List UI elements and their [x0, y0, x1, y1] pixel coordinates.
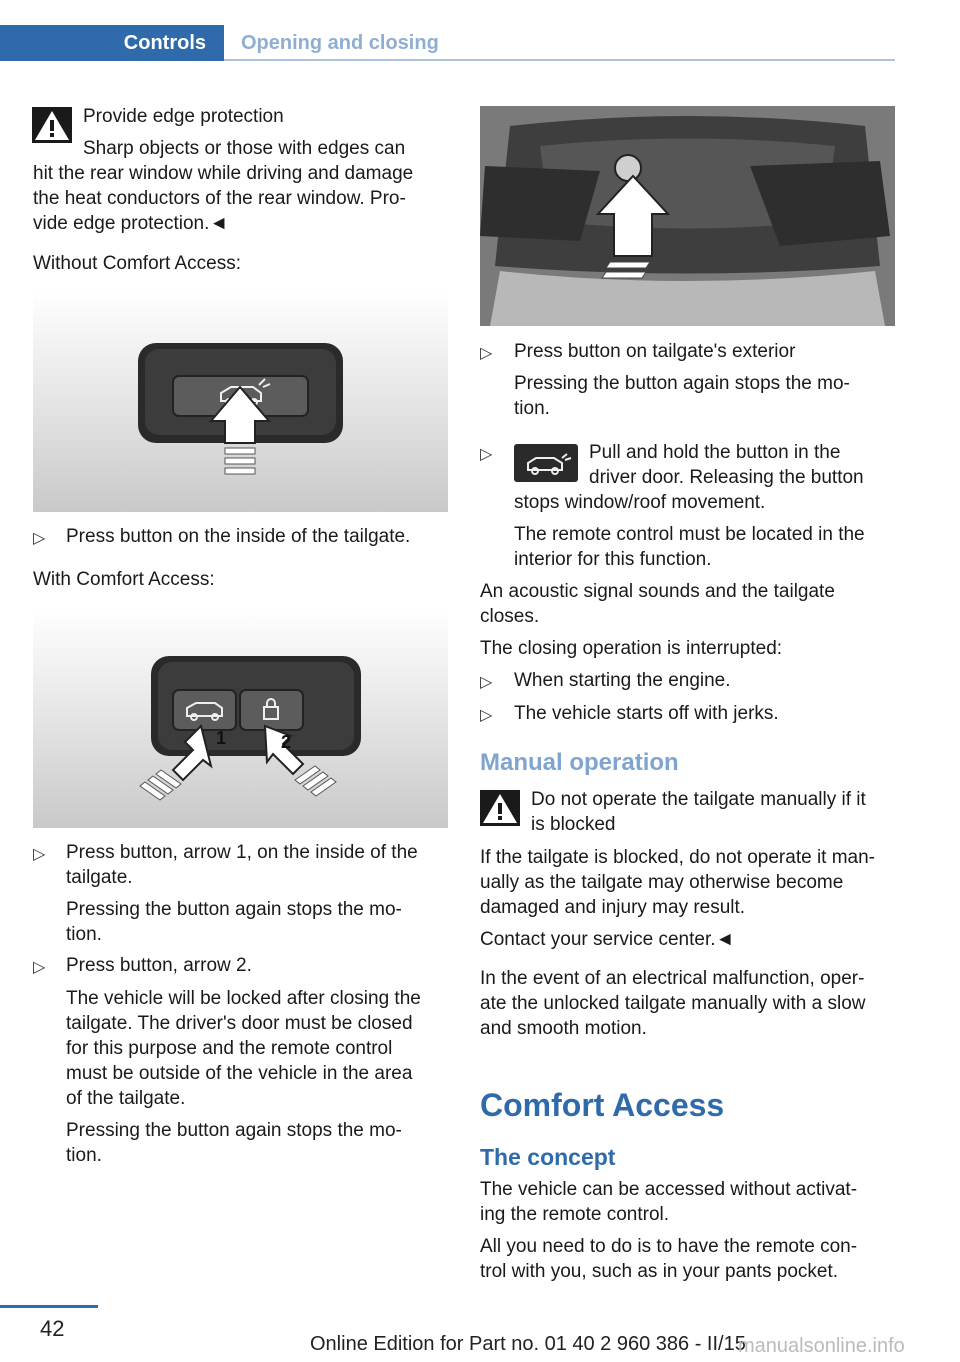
subsection-tab: Opening and closing: [241, 32, 439, 54]
concept-text: All you need to do is to have the remote con-: [480, 1236, 858, 1257]
bullet-subtext: tion.: [66, 924, 102, 945]
section-tab: Controls: [0, 25, 224, 61]
edition-text: Online Edition for Part no. 01 40 2 960 386 - II/15: [310, 1333, 746, 1355]
manual-warning-title: Do not operate the tailgate manually if it: [531, 789, 866, 810]
manual-operation-heading: Manual operation: [480, 749, 679, 776]
bullet-text: When starting the engine.: [514, 670, 731, 691]
concept-text: The vehicle can be accessed without activat-: [480, 1179, 858, 1200]
triangle-bullet-icon: ▷: [480, 345, 493, 362]
bullet-text: Press button on tailgate's exterior: [514, 341, 796, 362]
malfunction-text: ate the unlocked tailgate manually with a slow: [480, 993, 866, 1014]
bullet-subtext: tion.: [514, 398, 550, 419]
warning-body-line: hit the rear window while driving and damage: [33, 163, 414, 184]
warning-title: Provide edge protection: [83, 106, 284, 127]
bullet-subtext: Pressing the button again stops the mo-: [66, 899, 402, 920]
triangle-bullet-icon: ▷: [480, 446, 493, 463]
warning-body-line: vide edge protection.◄: [33, 213, 229, 234]
bullet-subtext: interior for this function.: [514, 549, 712, 570]
bullet-text: Pull and hold the button in the: [589, 442, 841, 463]
arrow-label-2: 2: [281, 732, 292, 752]
bullet-text: tailgate.: [66, 867, 133, 888]
tailgate-button-figure: [33, 291, 448, 512]
concept-heading: The concept: [480, 1144, 616, 1170]
concept-text: ing the remote control.: [480, 1204, 670, 1225]
concept-text: trol with you, such as in your pants pocket.: [480, 1261, 839, 1282]
page-number: 42: [40, 1316, 65, 1341]
manual-warning-body: ually as the tailgate may otherwise become: [480, 872, 844, 893]
bullet-text: Press button, arrow 1, on the inside of the: [66, 842, 418, 863]
arrow-label-1: 1: [216, 728, 227, 748]
warning-triangle-icon: [480, 790, 520, 826]
triangle-bullet-icon: ▷: [33, 530, 46, 547]
header-rule: [224, 59, 895, 61]
manual-warning-body: damaged and injury may result.: [480, 897, 746, 918]
contact-text: Contact your service center.◄: [480, 929, 735, 950]
bullet-subtext: for this purpose and the remote control: [66, 1038, 393, 1059]
bullet-text: driver door. Releasing the button: [589, 467, 864, 488]
with-comfort-label: With Comfort Access:: [33, 569, 215, 590]
tailgate-exterior-figure: [480, 106, 895, 326]
warning-body-line: the heat conductors of the rear window. Pro-: [33, 188, 406, 209]
watermark: manualsonline.info: [738, 1335, 905, 1357]
page-header: [0, 25, 960, 63]
bullet-text: Press button, arrow 2.: [66, 955, 252, 976]
bullet-subtext: of the tailgate.: [66, 1088, 186, 1109]
bullet-subtext: Pressing the button again stops the mo-: [66, 1120, 402, 1141]
malfunction-text: In the event of an electrical malfunction, oper-: [480, 968, 865, 989]
manual-warning-body: If the tailgate is blocked, do not operate it man-: [480, 847, 876, 868]
comfort-buttons-figure: [33, 608, 448, 828]
malfunction-text: and smooth motion.: [480, 1018, 647, 1039]
triangle-bullet-icon: ▷: [33, 846, 46, 863]
warning-triangle-icon: [32, 107, 72, 143]
without-comfort-label: Without Comfort Access:: [33, 253, 242, 274]
acoustic-text: closes.: [480, 606, 540, 627]
interrupted-text: The closing operation is interrupted:: [480, 638, 783, 659]
bullet-subtext: Pressing the button again stops the mo-: [514, 373, 850, 394]
bullet-subtext: The vehicle will be locked after closing the: [66, 988, 421, 1009]
manual-warning-title: is blocked: [531, 814, 616, 835]
bullet-subtext: tion.: [66, 1145, 102, 1166]
bullet-subtext: must be outside of the vehicle in the area: [66, 1063, 413, 1084]
bullet-text: Press button on the inside of the tailgate.: [66, 526, 411, 547]
bullet-subtext: The remote control must be located in the: [514, 524, 865, 545]
bullet-text: The vehicle starts off with jerks.: [514, 703, 779, 724]
bullet-text: stops window/roof movement.: [514, 492, 766, 513]
triangle-bullet-icon: ▷: [480, 674, 493, 691]
warning-body-first: Sharp objects or those with edges can: [83, 138, 406, 159]
triangle-bullet-icon: ▷: [33, 959, 46, 976]
footer-rule: [0, 1305, 98, 1308]
triangle-bullet-icon: ▷: [480, 707, 493, 724]
acoustic-text: An acoustic signal sounds and the tailgate: [480, 581, 835, 602]
comfort-access-heading: Comfort Access: [480, 1087, 725, 1123]
tailgate-button-icon: [514, 444, 578, 482]
bullet-subtext: tailgate. The driver's door must be closed: [66, 1013, 413, 1034]
